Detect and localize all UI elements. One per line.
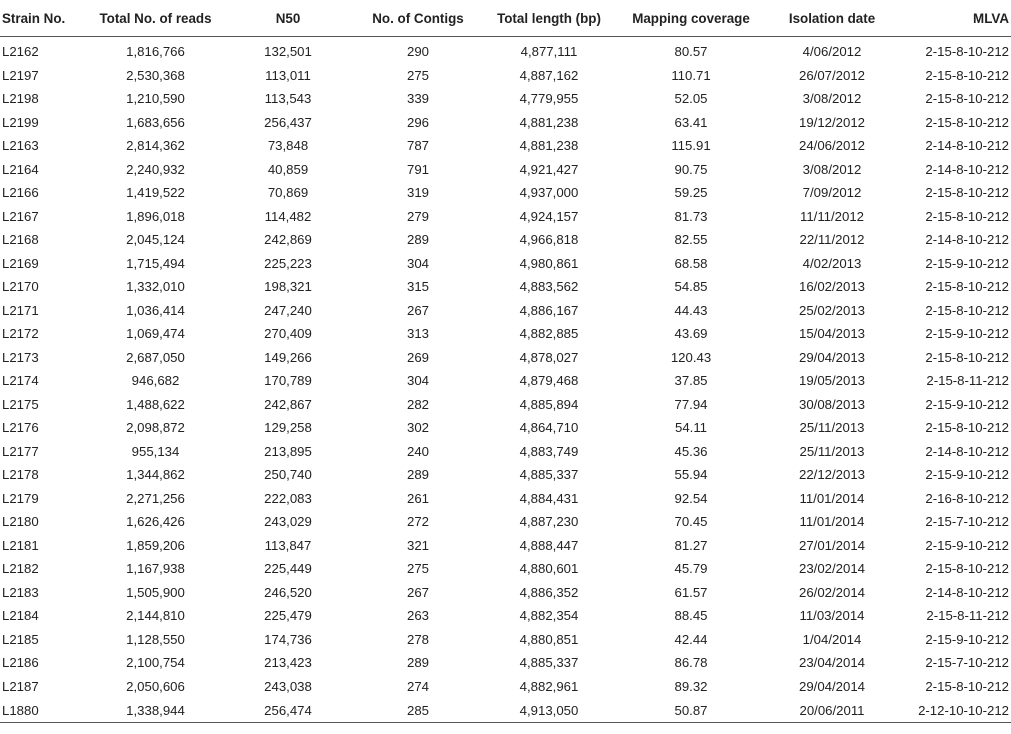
cell-n50: 243,029 bbox=[264, 514, 312, 530]
cell-total-reads: 1,626,426 bbox=[126, 514, 185, 530]
cell-strain-no: L2167 bbox=[2, 208, 39, 224]
cell-isolation-date: 11/03/2014 bbox=[799, 608, 865, 624]
cell-mapping-coverage: 54.11 bbox=[674, 420, 708, 436]
table-row bbox=[0, 487, 1011, 511]
cell-total-length: 4,888,447 bbox=[519, 537, 579, 553]
cell-isolation-date: 7/09/2012 bbox=[802, 185, 862, 201]
cell-mlva: 2-15-8-11-212 bbox=[926, 608, 1009, 624]
cell-mlva: 2-12-10-10-212 bbox=[897, 698, 1011, 723]
cell-total-length: 4,886,352 bbox=[519, 584, 579, 600]
header-mapping-coverage: Mapping coverage bbox=[615, 0, 767, 37]
cell-isolation-date: 15/04/2013 bbox=[798, 326, 865, 342]
cell-mlva: 2-14-8-10-212 bbox=[925, 138, 1009, 154]
cell-strain-no: L2168 bbox=[2, 232, 39, 248]
cell-mlva: 2-15-8-10-212 bbox=[925, 349, 1009, 365]
table-row bbox=[0, 463, 1011, 487]
cell-isolation-date: 25/11/2013 bbox=[799, 420, 865, 436]
cell-strain-no: L2171 bbox=[2, 302, 39, 318]
table-row bbox=[0, 651, 1011, 675]
cell-contigs: 302 bbox=[406, 420, 429, 436]
cell-total-length: 4,883,562 bbox=[519, 279, 579, 295]
cell-contigs: 321 bbox=[406, 537, 429, 553]
cell-total-length: 4,885,337 bbox=[519, 467, 579, 483]
cell-total-length: 4,913,050 bbox=[483, 698, 615, 723]
cell-mapping-coverage: 43.69 bbox=[674, 326, 708, 342]
cell-total-length: 4,881,238 bbox=[519, 138, 579, 154]
cell-isolation-date: 4/02/2013 bbox=[802, 255, 862, 271]
cell-total-reads: 2,050,606 bbox=[126, 678, 185, 694]
cell-contigs: 289 bbox=[406, 655, 429, 671]
cell-contigs: 240 bbox=[406, 443, 429, 459]
cell-isolation-date: 16/02/2013 bbox=[798, 279, 865, 295]
cell-mlva: 2-15-9-10-212 bbox=[925, 396, 1009, 412]
table-row bbox=[0, 604, 1011, 628]
cell-isolation-date: 26/07/2012 bbox=[798, 67, 865, 83]
table-row bbox=[0, 322, 1011, 346]
cell-total-reads: 1,683,656 bbox=[126, 114, 185, 130]
cell-strain-no: L2176 bbox=[2, 420, 39, 436]
table-row bbox=[0, 628, 1011, 652]
cell-strain-no: L2175 bbox=[2, 396, 39, 412]
header-total-reads: Total No. of reads bbox=[88, 0, 223, 37]
cell-isolation-date: 23/04/2014 bbox=[798, 655, 865, 671]
cell-mapping-coverage: 81.27 bbox=[674, 537, 708, 553]
cell-mapping-coverage: 88.45 bbox=[674, 608, 708, 624]
cell-n50: 250,740 bbox=[264, 467, 312, 483]
cell-total-reads: 2,098,872 bbox=[126, 420, 185, 436]
cell-n50: 114,482 bbox=[264, 208, 312, 224]
cell-total-length: 4,882,354 bbox=[519, 608, 579, 624]
cell-mapping-coverage: 81.73 bbox=[674, 208, 708, 224]
cell-strain-no: L2173 bbox=[2, 349, 39, 365]
table-row bbox=[0, 557, 1011, 581]
cell-mapping-coverage: 77.94 bbox=[674, 396, 708, 412]
cell-strain-no: L2163 bbox=[2, 138, 39, 154]
header-strain-no: Strain No. bbox=[0, 0, 88, 37]
cell-n50: 40,859 bbox=[267, 161, 309, 177]
cell-total-length: 4,884,431 bbox=[519, 490, 579, 506]
cell-n50: 113,847 bbox=[264, 537, 312, 553]
cell-n50: 256,437 bbox=[264, 114, 312, 130]
cell-total-length: 4,924,157 bbox=[519, 208, 579, 224]
header-contigs: No. of Contigs bbox=[353, 0, 483, 37]
cell-total-reads: 1,816,766 bbox=[126, 44, 185, 60]
table-row bbox=[0, 393, 1011, 417]
cell-n50: 222,083 bbox=[264, 490, 312, 506]
cell-n50: 129,258 bbox=[264, 420, 312, 436]
cell-n50: 242,869 bbox=[264, 232, 312, 248]
cell-contigs: 274 bbox=[406, 678, 429, 694]
cell-mapping-coverage: 42.44 bbox=[674, 631, 708, 647]
cell-isolation-date: 26/02/2014 bbox=[798, 584, 865, 600]
cell-mlva: 2-14-8-10-212 bbox=[925, 584, 1009, 600]
cell-n50: 247,240 bbox=[264, 302, 312, 318]
cell-isolation-date: 11/01/2014 bbox=[799, 514, 865, 530]
table-row bbox=[0, 134, 1011, 158]
cell-total-reads: 1,128,550 bbox=[126, 631, 185, 647]
cell-strain-no: L2187 bbox=[2, 678, 39, 694]
cell-mlva: 2-15-8-10-212 bbox=[925, 67, 1009, 83]
cell-mapping-coverage: 120.43 bbox=[670, 349, 712, 365]
cell-n50: 256,474 bbox=[223, 698, 353, 723]
cell-isolation-date: 19/05/2013 bbox=[798, 373, 865, 389]
cell-total-length: 4,883,749 bbox=[519, 443, 579, 459]
cell-mapping-coverage: 86.78 bbox=[674, 655, 708, 671]
cell-contigs: 285 bbox=[353, 698, 483, 723]
cell-mapping-coverage: 45.79 bbox=[674, 561, 708, 577]
table-body bbox=[0, 37, 1011, 723]
cell-mapping-coverage: 37.85 bbox=[674, 373, 708, 389]
cell-mapping-coverage: 89.32 bbox=[674, 678, 708, 694]
table-row bbox=[0, 369, 1011, 393]
cell-contigs: 275 bbox=[406, 67, 429, 83]
cell-contigs: 267 bbox=[406, 584, 429, 600]
cell-strain-no: L2183 bbox=[2, 584, 39, 600]
cell-n50: 149,266 bbox=[264, 349, 312, 365]
cell-strain-no: L2185 bbox=[2, 631, 39, 647]
cell-mapping-coverage: 50.87 bbox=[615, 698, 767, 723]
cell-total-length: 4,885,337 bbox=[519, 655, 579, 671]
cell-contigs: 289 bbox=[406, 467, 429, 483]
cell-mapping-coverage: 54.85 bbox=[674, 279, 708, 295]
cell-mlva: 2-14-8-10-212 bbox=[925, 232, 1009, 248]
cell-mapping-coverage: 59.25 bbox=[674, 185, 708, 201]
cell-total-reads: 2,271,256 bbox=[126, 490, 185, 506]
cell-n50: 174,736 bbox=[264, 631, 312, 647]
table-row bbox=[0, 416, 1011, 440]
cell-n50: 213,423 bbox=[264, 655, 312, 671]
cell-mlva: 2-15-8-10-212 bbox=[925, 678, 1009, 694]
cell-total-reads: 2,045,124 bbox=[126, 232, 185, 248]
cell-strain-no: L2172 bbox=[2, 326, 39, 342]
cell-contigs: 791 bbox=[406, 161, 429, 177]
table-row bbox=[0, 252, 1011, 276]
table-row bbox=[0, 698, 1011, 723]
header-total-length: Total length (bp) bbox=[483, 0, 615, 37]
cell-total-length: 4,886,167 bbox=[519, 302, 579, 318]
table-row bbox=[0, 158, 1011, 182]
cell-mlva: 2-15-8-10-212 bbox=[925, 420, 1009, 436]
cell-mlva: 2-15-9-10-212 bbox=[925, 467, 1009, 483]
cell-mlva: 2-15-8-10-212 bbox=[925, 44, 1009, 60]
cell-isolation-date: 1/04/2014 bbox=[802, 631, 862, 647]
table-row bbox=[0, 510, 1011, 534]
cell-n50: 242,867 bbox=[264, 396, 312, 412]
cell-mapping-coverage: 61.57 bbox=[674, 584, 708, 600]
cell-isolation-date: 23/02/2014 bbox=[798, 561, 865, 577]
table-row bbox=[0, 299, 1011, 323]
cell-isolation-date: 19/12/2012 bbox=[798, 114, 865, 130]
cell-n50: 170,789 bbox=[264, 373, 312, 389]
cell-mlva: 2-14-8-10-212 bbox=[925, 161, 1009, 177]
cell-total-length: 4,887,230 bbox=[519, 514, 579, 530]
cell-isolation-date: 11/11/2012 bbox=[799, 208, 865, 224]
cell-n50: 225,223 bbox=[264, 255, 312, 271]
cell-strain-no: L2181 bbox=[2, 537, 39, 553]
cell-contigs: 315 bbox=[406, 279, 429, 295]
table-row bbox=[0, 205, 1011, 229]
cell-mlva: 2-15-8-10-212 bbox=[925, 114, 1009, 130]
header-isolation-date: Isolation date bbox=[767, 0, 897, 37]
cell-total-reads: 2,240,932 bbox=[126, 161, 185, 177]
cell-total-length: 4,879,468 bbox=[519, 373, 579, 389]
cell-contigs: 278 bbox=[406, 631, 429, 647]
cell-total-reads: 946,682 bbox=[131, 373, 180, 389]
cell-total-reads: 1,344,862 bbox=[126, 467, 185, 483]
cell-isolation-date: 22/12/2013 bbox=[798, 467, 865, 483]
cell-total-reads: 1,332,010 bbox=[126, 279, 185, 295]
cell-contigs: 279 bbox=[406, 208, 429, 224]
cell-total-length: 4,864,710 bbox=[519, 420, 579, 436]
cell-mapping-coverage: 110.71 bbox=[671, 67, 711, 83]
cell-contigs: 261 bbox=[406, 490, 429, 506]
cell-n50: 243,038 bbox=[264, 678, 312, 694]
table-row bbox=[0, 275, 1011, 299]
cell-contigs: 282 bbox=[406, 396, 429, 412]
cell-strain-no: L2198 bbox=[2, 91, 39, 107]
cell-strain-no: L1880 bbox=[0, 698, 88, 723]
cell-n50: 132,501 bbox=[264, 44, 312, 60]
cell-total-length: 4,877,111 bbox=[520, 44, 578, 60]
table-row bbox=[0, 228, 1011, 252]
cell-total-length: 4,779,955 bbox=[519, 91, 579, 107]
cell-isolation-date: 29/04/2014 bbox=[798, 678, 865, 694]
cell-contigs: 267 bbox=[406, 302, 429, 318]
cell-contigs: 304 bbox=[406, 255, 429, 271]
cell-mapping-coverage: 90.75 bbox=[674, 161, 708, 177]
cell-total-reads: 1,210,590 bbox=[126, 91, 185, 107]
table-row bbox=[0, 181, 1011, 205]
table-row bbox=[0, 87, 1011, 111]
table-header bbox=[0, 0, 1011, 37]
header-n50: N50 bbox=[223, 0, 353, 37]
cell-contigs: 275 bbox=[406, 561, 429, 577]
cell-isolation-date: 25/11/2013 bbox=[799, 443, 865, 459]
cell-isolation-date: 3/08/2012 bbox=[802, 161, 862, 177]
cell-n50: 73,848 bbox=[267, 138, 309, 154]
cell-isolation-date: 11/01/2014 bbox=[799, 490, 865, 506]
cell-strain-no: L2199 bbox=[2, 114, 39, 130]
cell-total-reads: 955,134 bbox=[131, 443, 180, 459]
cell-strain-no: L2184 bbox=[2, 608, 39, 624]
cell-mlva: 2-15-9-10-212 bbox=[925, 326, 1009, 342]
cell-mlva: 2-15-7-10-212 bbox=[925, 655, 1009, 671]
cell-mlva: 2-15-8-10-212 bbox=[925, 185, 1009, 201]
cell-mapping-coverage: 70.45 bbox=[674, 514, 708, 530]
cell-strain-no: L2179 bbox=[2, 490, 39, 506]
cell-total-length: 4,882,885 bbox=[519, 326, 579, 342]
cell-n50: 213,895 bbox=[264, 443, 312, 459]
cell-total-length: 4,966,818 bbox=[519, 232, 579, 248]
cell-isolation-date: 24/06/2012 bbox=[798, 138, 865, 154]
cell-mapping-coverage: 115.91 bbox=[671, 138, 711, 154]
cell-total-reads: 2,687,050 bbox=[126, 349, 185, 365]
cell-total-reads: 1,505,900 bbox=[126, 584, 185, 600]
cell-total-length: 4,878,027 bbox=[519, 349, 579, 365]
cell-total-reads: 2,814,362 bbox=[126, 138, 185, 154]
cell-strain-no: L2180 bbox=[2, 514, 39, 530]
cell-total-reads: 1,859,206 bbox=[126, 537, 185, 553]
cell-mlva: 2-15-8-10-212 bbox=[925, 91, 1009, 107]
cell-mapping-coverage: 45.36 bbox=[674, 443, 708, 459]
cell-total-reads: 1,715,494 bbox=[126, 255, 185, 271]
cell-total-reads: 1,069,474 bbox=[126, 326, 185, 342]
cell-total-reads: 2,100,754 bbox=[126, 655, 185, 671]
cell-mlva: 2-15-8-10-212 bbox=[925, 279, 1009, 295]
cell-mapping-coverage: 63.41 bbox=[674, 114, 708, 130]
cell-isolation-date: 20/06/2011 bbox=[767, 698, 897, 723]
cell-strain-no: L2197 bbox=[2, 67, 39, 83]
cell-total-reads: 1,896,018 bbox=[126, 208, 185, 224]
cell-n50: 225,479 bbox=[264, 608, 312, 624]
cell-mlva: 2-15-8-11-212 bbox=[926, 373, 1009, 389]
cell-total-reads: 1,167,938 bbox=[126, 561, 185, 577]
cell-n50: 70,869 bbox=[267, 185, 309, 201]
cell-mlva: 2-14-8-10-212 bbox=[925, 443, 1009, 459]
cell-total-reads: 2,530,368 bbox=[126, 67, 185, 83]
cell-total-reads: 1,036,414 bbox=[126, 302, 185, 318]
cell-strain-no: L2178 bbox=[2, 467, 39, 483]
cell-isolation-date: 4/06/2012 bbox=[802, 44, 862, 60]
cell-contigs: 304 bbox=[406, 373, 429, 389]
cell-mlva: 2-15-8-10-212 bbox=[925, 208, 1009, 224]
cell-total-reads: 1,488,622 bbox=[126, 396, 185, 412]
cell-total-reads: 2,144,810 bbox=[126, 608, 185, 624]
cell-n50: 113,011 bbox=[265, 67, 311, 83]
table-row bbox=[0, 675, 1011, 699]
cell-strain-no: L2166 bbox=[2, 185, 39, 201]
header-mlva: MLVA bbox=[897, 0, 1011, 37]
cell-contigs: 290 bbox=[406, 44, 429, 60]
cell-isolation-date: 30/08/2013 bbox=[798, 396, 865, 412]
cell-mlva: 2-15-9-10-212 bbox=[925, 537, 1009, 553]
cell-strain-no: L2162 bbox=[2, 44, 39, 60]
cell-mlva: 2-16-8-10-212 bbox=[925, 490, 1009, 506]
cell-mlva: 2-15-7-10-212 bbox=[925, 514, 1009, 530]
cell-total-length: 4,921,427 bbox=[519, 161, 579, 177]
cell-isolation-date: 29/04/2013 bbox=[798, 349, 865, 365]
cell-mapping-coverage: 52.05 bbox=[674, 91, 708, 107]
cell-contigs: 296 bbox=[406, 114, 429, 130]
cell-mapping-coverage: 68.58 bbox=[674, 255, 708, 271]
cell-n50: 198,321 bbox=[264, 279, 312, 295]
cell-strain-no: L2186 bbox=[2, 655, 39, 671]
table-row bbox=[0, 64, 1011, 88]
cell-isolation-date: 27/01/2014 bbox=[798, 537, 865, 553]
cell-strain-no: L2164 bbox=[2, 161, 39, 177]
table-row bbox=[0, 581, 1011, 605]
cell-mapping-coverage: 92.54 bbox=[674, 490, 708, 506]
cell-isolation-date: 3/08/2012 bbox=[802, 91, 862, 107]
cell-total-reads: 1,338,944 bbox=[88, 698, 223, 723]
cell-isolation-date: 22/11/2012 bbox=[799, 232, 865, 248]
table-row bbox=[0, 440, 1011, 464]
cell-isolation-date: 25/02/2013 bbox=[798, 302, 865, 318]
cell-total-length: 4,880,601 bbox=[519, 561, 579, 577]
cell-mapping-coverage: 55.94 bbox=[674, 467, 708, 483]
cell-contigs: 269 bbox=[406, 349, 429, 365]
cell-total-length: 4,937,000 bbox=[519, 185, 579, 201]
cell-contigs: 319 bbox=[406, 185, 429, 201]
cell-total-reads: 1,419,522 bbox=[126, 185, 185, 201]
cell-strain-no: L2169 bbox=[2, 255, 39, 271]
cell-mlva: 2-15-8-10-212 bbox=[925, 302, 1009, 318]
cell-strain-no: L2174 bbox=[2, 373, 39, 389]
cell-n50: 270,409 bbox=[264, 326, 312, 342]
cell-mlva: 2-15-8-10-212 bbox=[925, 561, 1009, 577]
table-row bbox=[0, 111, 1011, 135]
cell-contigs: 263 bbox=[406, 608, 429, 624]
cell-n50: 246,520 bbox=[264, 584, 312, 600]
cell-total-length: 4,887,162 bbox=[519, 67, 579, 83]
cell-mapping-coverage: 44.43 bbox=[674, 302, 708, 318]
cell-total-length: 4,882,961 bbox=[519, 678, 579, 694]
cell-contigs: 787 bbox=[406, 138, 429, 154]
cell-n50: 225,449 bbox=[264, 561, 312, 577]
table-row bbox=[0, 346, 1011, 370]
header-row bbox=[0, 0, 1011, 37]
cell-total-length: 4,980,861 bbox=[519, 255, 579, 271]
cell-total-length: 4,881,238 bbox=[519, 114, 579, 130]
cell-strain-no: L2182 bbox=[2, 561, 39, 577]
cell-mlva: 2-15-9-10-212 bbox=[925, 631, 1009, 647]
cell-total-length: 4,880,851 bbox=[519, 631, 579, 647]
cell-contigs: 272 bbox=[406, 514, 429, 530]
cell-mapping-coverage: 80.57 bbox=[674, 44, 708, 60]
cell-strain-no: L2170 bbox=[2, 279, 39, 295]
cell-mapping-coverage: 82.55 bbox=[674, 232, 708, 248]
cell-contigs: 339 bbox=[406, 91, 429, 107]
cell-n50: 113,543 bbox=[264, 91, 312, 107]
table-row bbox=[0, 37, 1011, 64]
cell-contigs: 313 bbox=[406, 326, 429, 342]
cell-total-length: 4,885,894 bbox=[519, 396, 579, 412]
cell-strain-no: L2177 bbox=[2, 443, 39, 459]
table-row bbox=[0, 534, 1011, 558]
cell-contigs: 289 bbox=[406, 232, 429, 248]
cell-mlva: 2-15-9-10-212 bbox=[925, 255, 1009, 271]
